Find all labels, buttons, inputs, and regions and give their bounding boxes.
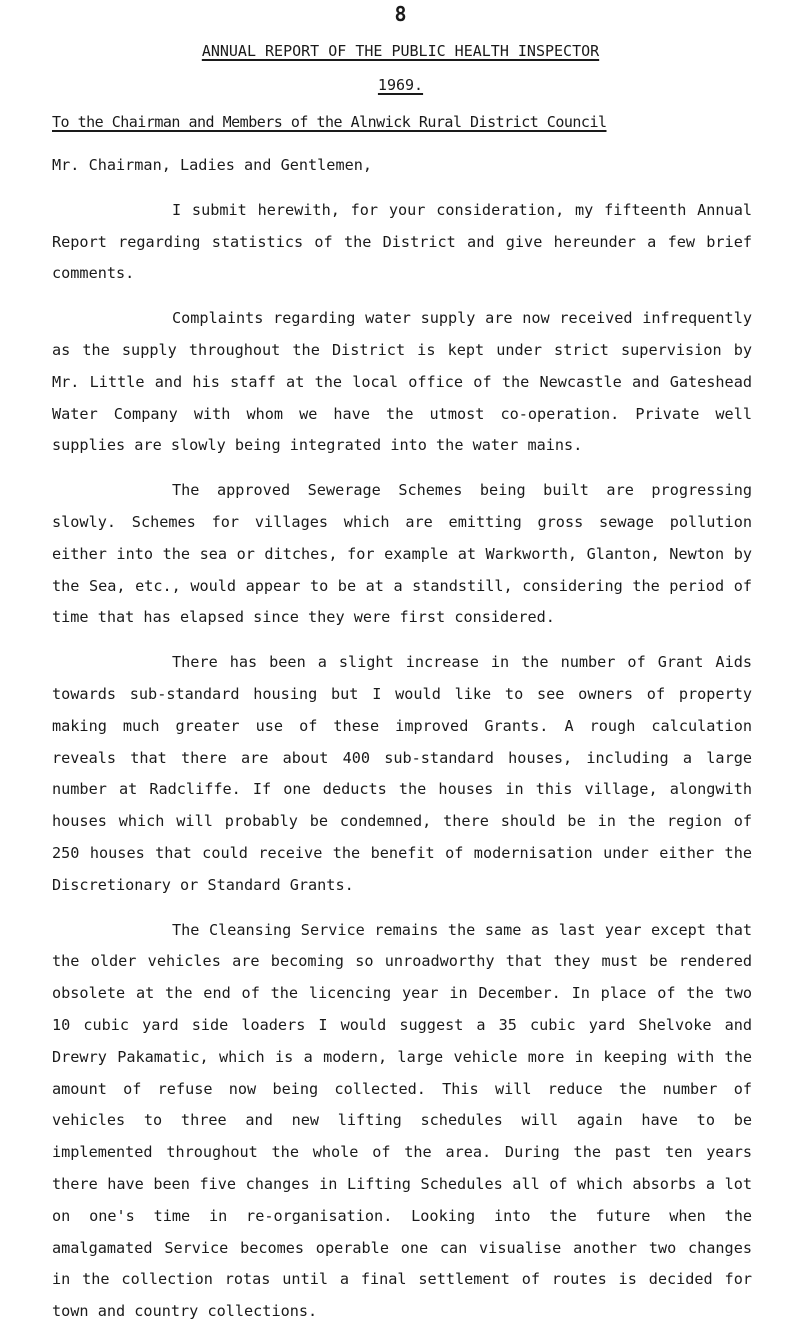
letter-body [52,150,752,1341]
addressee-text: To the Chairman and Members of the Alnwick Rural District Council [52,113,607,131]
paragraph-cleansing-service: The Cleansing Service remains the same as last year except that the older vehicles are becoming so unroadworthy that they must be rendered obsolete at the end of the licencing year in December. In place of the two 10 cubic yard side loaders I would suggest a 35 cubic yard Shelvoke and Drewry Pakamatic, which is a modern, large vehicle more in keeping with the amount of refuse now being collected. This will reduce the number of vehicles to three and new lifting schedules will again have to be implemented throughout the whole of the area. During the past ten years there have been five changes in Lifting Schedules all of which absorbs a lot on one's time in re-organisation. Looking into the future when the amalgamated Service becomes operable one can visualise another two changes in the collection rotas until a final settlement of routes is decided for town and country collections. [52,920,752,1321]
salutation: Mr. Chairman, Ladies and Gentlemen, [52,156,373,174]
paragraph-housing-grants: There has been a slight increase in the number of Grant Aids towards sub-standard housing but I would like to see owners of property making much greater use of these improved Grants. A rough calculation reveals that there are about 400 sub-standard houses, including a large number at Radcliffe. If one deducts the houses in this village, alongwith houses which will probably be condemned, there should be in the region of 250 houses that could receive the benefit of modernisation under either the Discretionary or Standard Grants. [52,653,752,894]
page-number: 8 [394,2,407,26]
addressee-line [52,113,607,131]
paragraph-sewerage: The approved Sewerage Schemes being built are progressing slowly. Schemes for villages which are emitting gross sewage pollution either into the sea or ditches, for example at Warkworth, Glanton, Newton by the Sea, etc., would appear to be at a standstill, considering the period of time that has elapsed since they were first considered. [52,481,752,627]
paragraph-water-supply: Complaints regarding water supply are now received infrequently as the supply throughout the District is kept under strict supervision by Mr. Little and his staff at the local office of the Newcastle and Gateshead Water Company with whom we have the utmost co-operation. Private well supplies are slowly being integrated into the water mains. [52,309,752,455]
paragraph-intro: I submit herewith, for your consideration, my fifteenth Annual Report regarding statistics of the District and give hereunder a few brief comments. [52,200,752,283]
report-title [0,42,801,60]
report-title-text: ANNUAL REPORT OF THE PUBLIC HEALTH INSPECTOR [201,42,600,60]
report-year-text: 1969. [377,76,424,94]
report-year [0,76,801,94]
